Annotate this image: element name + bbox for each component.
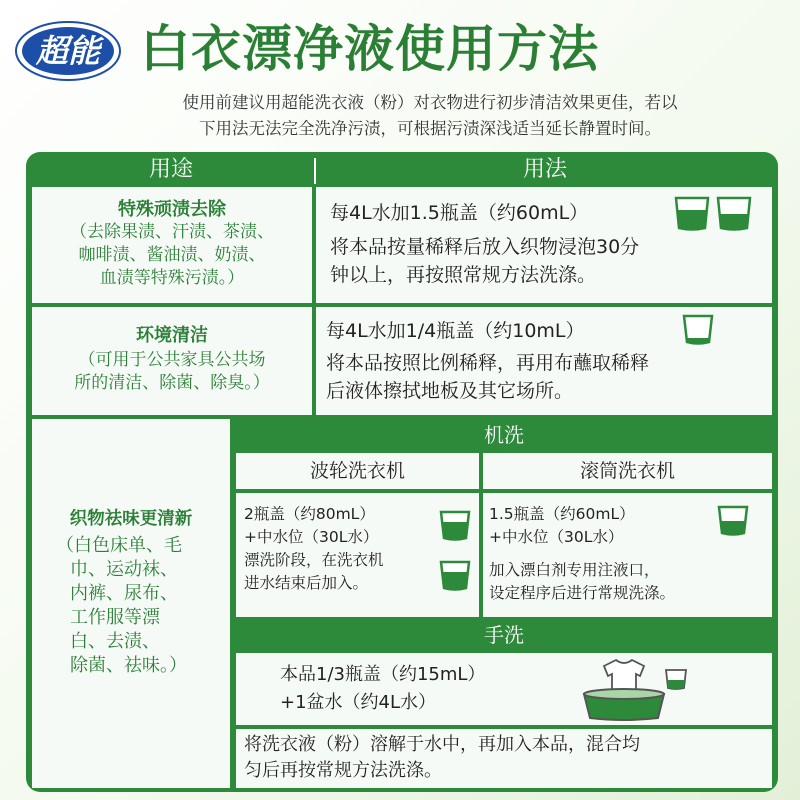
hand-step-2: 匀后再按常规方法洗涤。: [244, 760, 442, 781]
brand-logo-text: 超能: [35, 32, 101, 70]
row2-use-desc-1: （可用于公共家具公共场: [78, 350, 266, 370]
row1-dose: 每4L水加1.5瓶盖（约60mL）: [330, 202, 589, 224]
measuring-cup-icon: [716, 503, 750, 537]
row3-use-title: 织物祛味更清新: [69, 509, 193, 529]
column-header-method: 用法: [522, 157, 567, 182]
row1-use-desc-3: 血渍等特殊污渍。）: [99, 268, 245, 288]
drum-line-1: 1.5瓶盖（约60mL）: [489, 505, 635, 523]
hand-line-1: 本品1/3瓶盖（约15mL）: [280, 664, 486, 685]
row2-use-title: 环境清洁: [136, 325, 208, 346]
row1-step-1: 将本品按量稀释后放入织物浸泡30分: [330, 236, 640, 258]
row2-step-2: 后液体擦拭地板及其它场所。: [326, 380, 574, 402]
row2-step-1: 将本品按照比例稀释，再用布蘸取稀释: [326, 352, 650, 374]
measuring-cup-icon: [672, 194, 712, 232]
impeller-line-1: 2瓶盖（约80mL）: [244, 505, 375, 523]
intro-line-2: 下用法无法完全洗净污渍，可根据污渍深浅适当延长静置时间。: [199, 119, 661, 138]
row3-use-desc-4: 工作服等漂: [70, 607, 160, 628]
drum-line-4: 设定程序后进行常规洗涤。: [489, 584, 676, 602]
impeller-line-3: 漂洗阶段，在洗衣机: [244, 551, 384, 569]
row3-use-desc-3: 内裤、尿布、: [70, 583, 178, 604]
hand-step-1: 将洗衣液（粉）溶解于水中，再加入本品，混合均: [244, 734, 640, 755]
measuring-cup-icon: [680, 312, 716, 346]
row2-dose: 每4L水加1/4瓶盖（约10mL）: [326, 320, 585, 342]
washbasin-icon: [582, 656, 692, 722]
brand-logo: [14, 20, 122, 82]
impeller-washer-label: 波轮洗衣机: [236, 453, 479, 489]
drum-line-3: 加入漂白剂专用注液口，: [489, 561, 660, 579]
row3-use-desc-1: （白色床单、毛: [56, 535, 182, 556]
row3-use-desc-2: 巾、运动袜、: [70, 559, 178, 580]
measuring-cup-icon: [438, 558, 472, 592]
intro-text: [80, 90, 780, 142]
row1-use-cell: [32, 187, 312, 303]
row3-use-desc-6: 除菌、祛味。）: [70, 655, 187, 676]
page-title: 白衣漂净液使用方法: [140, 20, 599, 78]
hand-wash-header: 手洗: [484, 623, 524, 647]
row1-use-desc-2: 咖啡渍、酱油渍、奶渍、: [78, 245, 266, 265]
row2-use-cell: [32, 307, 312, 415]
row1-step-2: 钟以上，再按照常规方法洗涤。: [330, 264, 597, 286]
hand-line-2: +1盆水（约4L水）: [280, 692, 437, 713]
column-header-use: 用途: [148, 157, 193, 182]
measuring-cup-icon: [714, 194, 754, 232]
row3-use-desc-5: 白、去渍、: [70, 631, 160, 652]
hand-wash-steps-cell: [236, 729, 772, 788]
row3-use-cell: [32, 419, 230, 788]
row1-use-desc-1: （去除果渍、汗渍、茶渍、: [70, 222, 274, 242]
intro-line-1: 使用前建议用超能洗衣液（粉）对衣物进行初步清洁效果更佳，若以: [182, 93, 678, 112]
measuring-cup-icon: [438, 508, 472, 542]
impeller-line-4: 进水结束后加入。: [244, 574, 369, 592]
drum-washer-label: 滚筒洗衣机: [483, 453, 772, 489]
impeller-line-2: +中水位（30L水）: [244, 528, 379, 546]
row2-use-desc-2: 所的清洁、除菌、除臭。）: [74, 373, 270, 393]
machine-wash-header: 机洗: [484, 423, 524, 447]
row1-use-title: 特殊顽渍去除: [118, 199, 226, 220]
drum-line-2: +中水位（30L水）: [489, 528, 624, 546]
